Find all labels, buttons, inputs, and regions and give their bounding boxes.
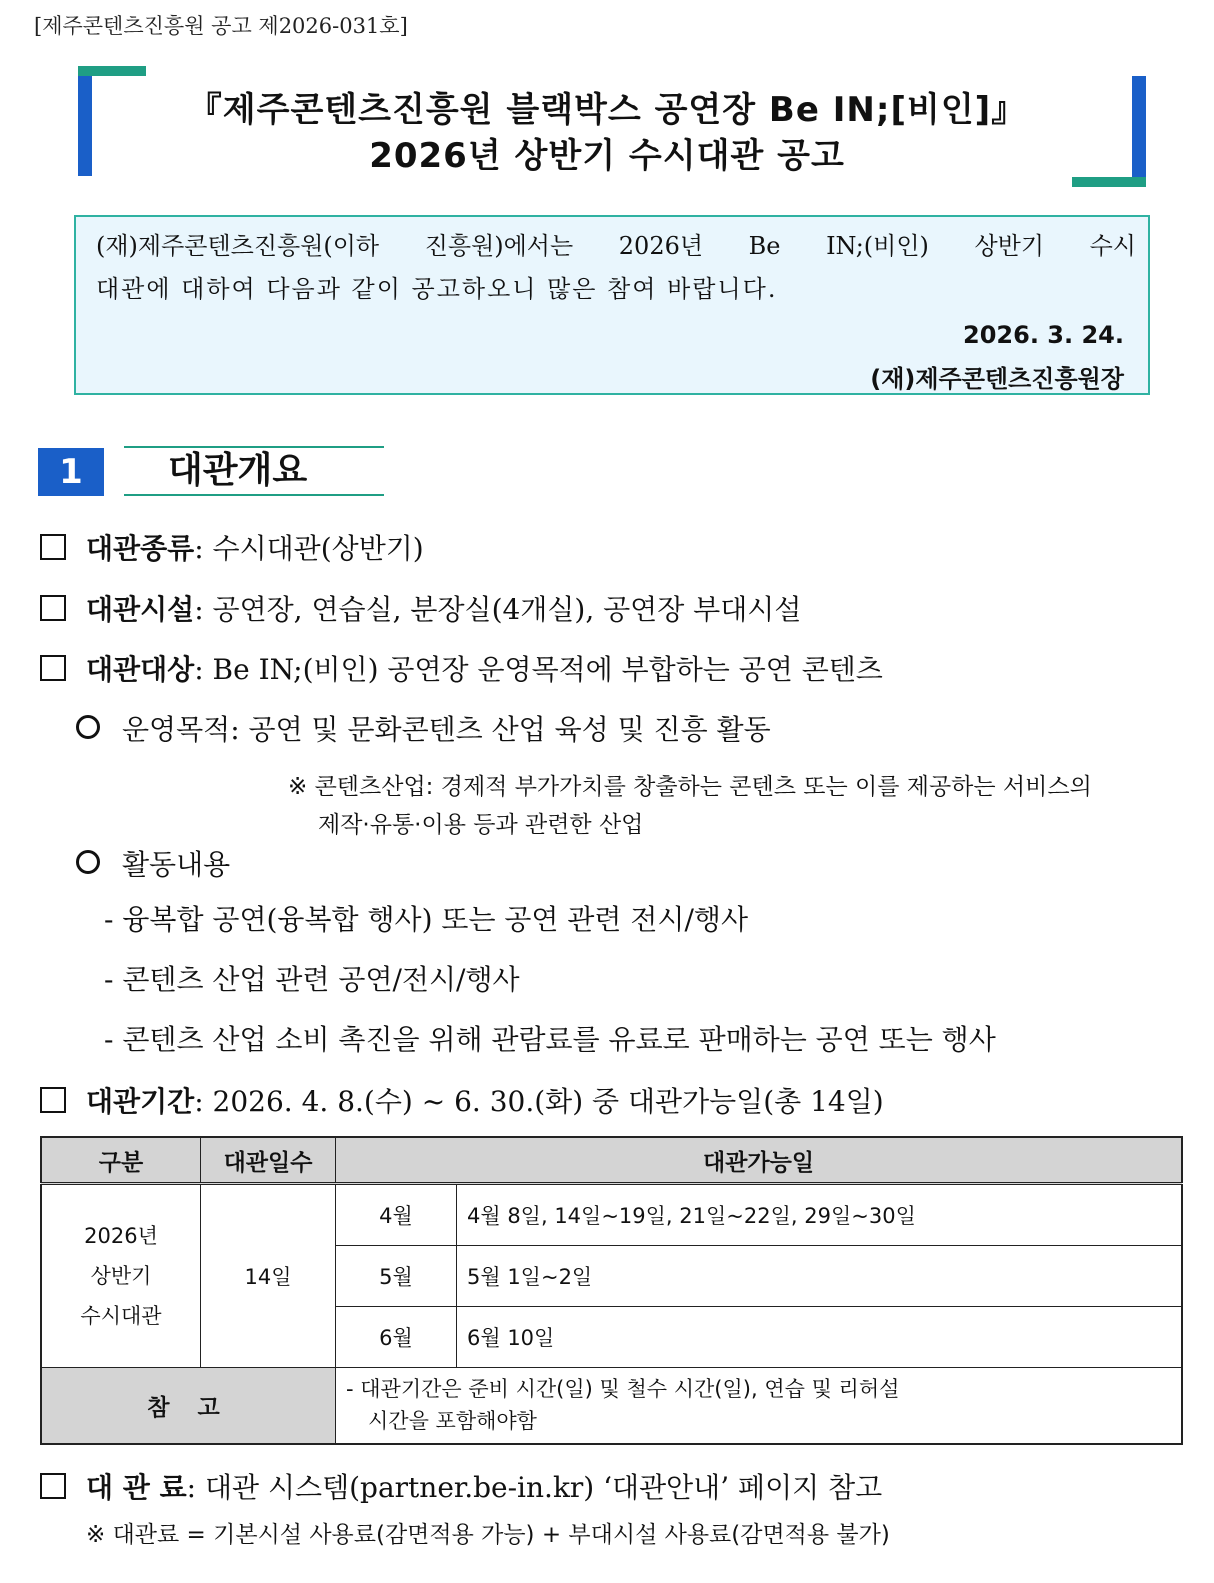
purpose-note-1: ※ 콘텐츠산업: 경제적 부가가치를 창출하는 콘텐츠 또는 이를 제공하는 서비스의 (288, 774, 1092, 800)
item-facility (40, 588, 801, 628)
table-cell-category (41, 1184, 201, 1368)
circle-bullet-icon (76, 715, 100, 739)
item-type-label: 대관종류 (86, 532, 195, 565)
table-ref-row (41, 1368, 1182, 1444)
title-frame-bottom-bar (1072, 177, 1146, 187)
item-period-label: 대관기간 (86, 1085, 195, 1118)
purpose-note-2: 제작·유통·이용 등과 관련한 산업 (318, 812, 644, 838)
table-cell-month: 6월 (336, 1307, 457, 1368)
intro-box (74, 215, 1150, 395)
table-header-available: 대관가능일 (336, 1137, 1183, 1184)
table-ref-text (336, 1368, 1183, 1444)
activity-item-2: - 콘텐츠 산업 관련 공연/전시/행사 (104, 963, 520, 996)
fee-note: ※ 대관료 = 기본시설 사용료(감면적용 가능) + 부대시설 사용료(감면적용 불가) (86, 1522, 890, 1548)
table-cell-days: 14일 (201, 1184, 336, 1368)
item-target-label: 대관대상 (86, 653, 195, 686)
table-cell-dates: 4월 8일, 14일~19일, 21일~22일, 29일~30일 (457, 1184, 1183, 1246)
item-purpose (76, 708, 771, 748)
table-header-days: 대관일수 (201, 1137, 336, 1184)
page-title-line2: 2026년 상반기 수시대관 공고 (369, 136, 845, 176)
title-frame-top-bar (78, 66, 146, 76)
activity-item-3: - 콘텐츠 산업 소비 촉진을 위해 관람료를 유료로 판매하는 공연 또는 행사 (104, 1023, 996, 1056)
checkbox-square-icon (40, 1473, 66, 1499)
circle-bullet-icon (76, 850, 100, 874)
table-cell-month: 5월 (336, 1246, 457, 1307)
category-line-1: 2026년 (84, 1224, 158, 1248)
item-activity (76, 843, 230, 883)
table-header-row (41, 1137, 1182, 1184)
item-purpose-text: 운영목적: 공연 및 문화콘텐츠 산업 육성 및 진흥 활동 (122, 713, 771, 746)
item-target-value: : Be IN;(비인) 공연장 운영목적에 부합하는 공연 콘텐츠 (194, 653, 883, 686)
table-row (41, 1184, 1182, 1246)
intro-signature: (재)제주콘텐츠진흥원장 (870, 365, 1124, 393)
item-fee (40, 1466, 882, 1506)
category-line-3: 수시대관 (80, 1304, 162, 1328)
table-cell-month: 4월 (336, 1184, 457, 1246)
item-type-value: : 수시대관(상반기) (194, 532, 424, 565)
item-period (40, 1080, 884, 1120)
checkbox-square-icon (40, 534, 66, 560)
table-ref-label: 참 고 (41, 1368, 336, 1444)
intro-date: 2026. 3. 24. (963, 321, 1124, 349)
item-type (40, 527, 424, 567)
checkbox-square-icon (40, 655, 66, 681)
ref-text-line-1: - 대관기간은 준비 시간(일) 및 철수 시간(일), 연습 및 리허설 (346, 1377, 900, 1402)
item-facility-label: 대관시설 (86, 593, 195, 626)
checkbox-square-icon (40, 1087, 66, 1113)
activity-item-1: - 융복합 공연(융복합 행사) 또는 공연 관련 전시/행사 (104, 903, 749, 936)
notice-number: [제주콘텐츠진흥원 공고 제2026-031호] (34, 14, 408, 38)
intro-line2: 대관에 대하여 다음과 같이 공고하오니 많은 참여 바랍니다. (96, 275, 778, 303)
intro-line1: (재)제주콘텐츠진흥원(이하 진흥원)에서는 2026년 Be IN;(비인) 상반기 수시 (96, 232, 1136, 260)
section-number: 1 (38, 448, 104, 496)
item-activity-text: 활동내용 (122, 848, 231, 881)
table-cell-dates: 5월 1일~2일 (457, 1246, 1183, 1307)
table-cell-dates: 6월 10일 (457, 1307, 1183, 1368)
item-fee-label: 대 관 료 (86, 1471, 187, 1504)
ref-text-line-2: 시간을 포함해야함 (368, 1409, 537, 1434)
category-line-2: 상반기 (90, 1264, 152, 1288)
checkbox-square-icon (40, 595, 66, 621)
item-fee-value: : 대관 시스템(partner.be-in.kr) ‘대관안내’ 페이지 참고 (186, 1471, 883, 1504)
item-facility-value: : 공연장, 연습실, 분장실(4개실), 공연장 부대시설 (194, 593, 802, 626)
item-target (40, 648, 883, 688)
item-period-value: : 2026. 4. 8.(수) ~ 6. 30.(화) 중 대관가능일(총 14일) (194, 1085, 884, 1118)
schedule-table (40, 1136, 1183, 1445)
section-title: 대관개요 (124, 446, 384, 496)
table-header-category: 구분 (41, 1137, 201, 1184)
page-title-line1: 『제주콘텐츠진흥원 블랙박스 공연장 Be IN;[비인]』 (187, 90, 1027, 130)
